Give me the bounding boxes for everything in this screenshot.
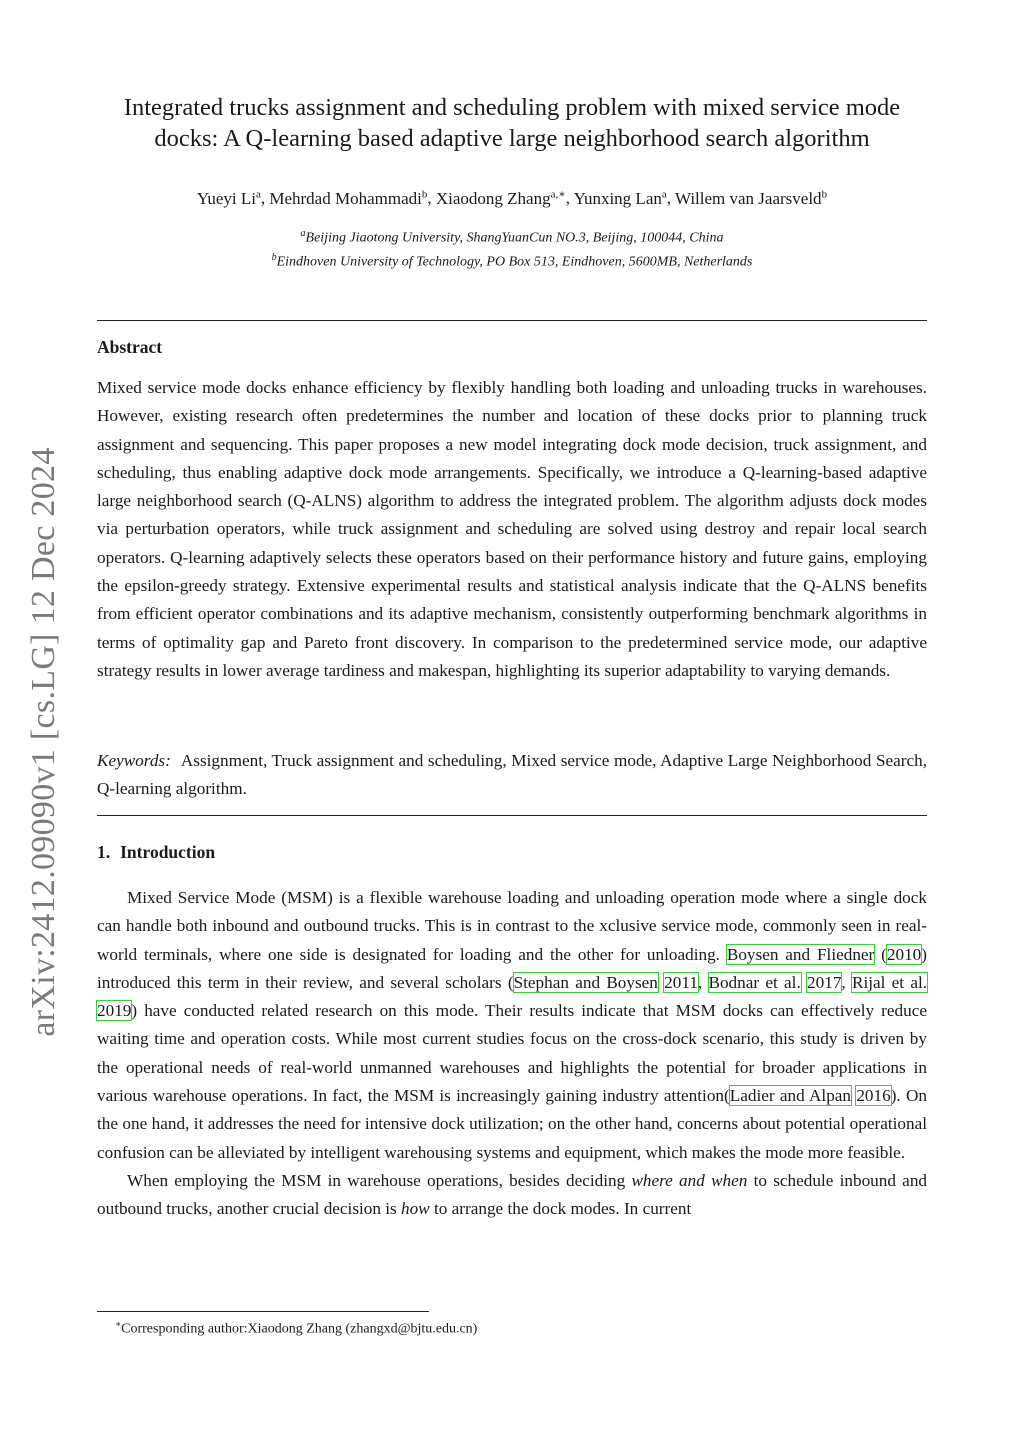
footnote-text: Corresponding author:Xiaodong Zhang (zhangxd@bjtu.edu.cn) <box>121 1321 478 1337</box>
affiliation: $^b$Eindhoven University of Technology, PO Box 513, Eindhoven, 5600MB, Netherlands <box>271 251 753 270</box>
arxiv-identifier[interactable]: arXiv:2412.09090v1 [cs.LG] 12 Dec 2024 <box>25 447 62 1037</box>
citation-link[interactable]: Ladier and Alpan <box>729 1086 852 1106</box>
footnote <box>115 1315 477 1339</box>
affiliations <box>80 224 944 271</box>
keywords-label: Keywords: <box>97 751 171 770</box>
citation-year-link[interactable]: 2017 <box>807 972 842 992</box>
abstract-top-rule <box>97 320 927 321</box>
abstract-heading: Abstract <box>97 337 163 357</box>
abstract-bottom-rule <box>97 815 927 816</box>
author: Xiaodong Zhang$^{a,∗}$ <box>435 188 566 208</box>
citation-year-link[interactable]: 2016 <box>856 1086 891 1106</box>
author-list: Yueyi Li$^a$, Mehrdad Mohammadi$^b$, Xiaodong Zhang$^{a,∗}$, Yunxing Lan$^a$, Willem van Jaarsveld$^b$ <box>196 188 828 208</box>
footnote-marker: ∗ <box>115 1319 122 1329</box>
paragraph: Mixed Service Mode (MSM) is a flexible warehouse loading and unloading operation mode where a single dock can handle both inbound and outbound trucks. This is in contrast to the xclusive service mode, commonly seen in real-world terminals, where one side is designated for loading and the other for unloading. Boysen and Fliedner (2010) introduced this term in their review, and several scholars (Stephan and Boysen 2011, Bodnar et al. 2017, Rijal et al. 2019) have conducted related research on this mode. Their results indicate that MSM docks can effectively reduce waiting time and operation costs. While most current studies focus on the cross-dock scenario, this study is driven by the operational needs of real-world unmanned warehouses and highlights the potential for broader applications in various warehouse operations. In fact, the MSM is increasingly gaining industry attention(Ladier and Alpan 2016). On the one hand, it addresses the need for intensive dock utilization; on the other hand, concerns about potential operational confusion can be alleviated by intelligent warehousing systems and equipment, which makes the mode more feasible. <box>97 888 928 1162</box>
citation-year-link[interactable]: 2019 <box>97 1001 132 1021</box>
author: Willem van Jaarsveld$^b$ <box>674 188 828 208</box>
citation-link[interactable]: Stephan and Boysen <box>513 972 658 992</box>
paper-title <box>80 92 944 154</box>
keywords <box>97 747 927 804</box>
footnote-rule <box>97 1311 429 1312</box>
section-heading-introduction <box>97 842 215 863</box>
citation-year-link[interactable]: 2010 <box>886 944 922 964</box>
citation-link[interactable]: Bodnar et al. <box>708 972 801 992</box>
author: Yueyi Li$^a$ <box>196 188 261 208</box>
citation-link[interactable]: Rijal et al. <box>851 972 928 992</box>
author: Yunxing Lan$^a$ <box>573 188 667 208</box>
section-number: 1. <box>97 842 111 862</box>
citation-link[interactable]: Boysen and Fliedner <box>726 944 875 964</box>
title-line-2: docks: A Q-learning based adaptive large neighborhood search algorithm <box>154 125 870 152</box>
section-title: Introduction <box>120 842 216 862</box>
keywords-text: Assignment, Truck assignment and scheduling, Mixed service mode, Adaptive Large Neighborhood Search, Q-learning algorithm. <box>97 751 927 799</box>
author: Mehrdad Mohammadi$^b$ <box>269 188 428 208</box>
introduction-body <box>97 884 927 1224</box>
title-line-1: Integrated trucks assignment and scheduling problem with mixed service mode <box>123 94 901 121</box>
citation-year-link[interactable]: 2011 <box>664 972 698 992</box>
affiliation: $^a$Beijing Jiaotong University, ShangYuanCun NO.3, Beijing, 100044, China <box>300 228 724 246</box>
paragraph: When employing the MSM in warehouse operations, besides deciding where and when to schedule inbound and outbound trucks, another crucial decision is how to arrange the dock modes. In current <box>97 1170 928 1219</box>
abstract-text: Mixed service mode docks enhance efficiency by flexibly handling both loading and unloading trucks in warehouses. However, existing research often predetermines the number and location of these docks prior to planning truck assignment and sequencing. This paper proposes a new model integrating dock mode decision, truck assignment, and scheduling, thus enabling adaptive dock mode arrangements. Specifically, we introduce a Q-learning-based adaptive large neighborhood search (Q-ALNS) algorithm to address the integrated problem. The algorithm adjusts dock modes via perturbation operators, while truck assignment and scheduling are solved using destroy and repair local search operators. Q-learning adaptively selects these operators based on their performance history and future gains, employing the epsilon-greedy strategy. Extensive experimental results and statistical analysis indicate that the Q-ALNS benefits from efficient operator combinations and its adaptive mechanism, consistently outperforming benchmark algorithms in terms of optimality gap and Pareto front discovery. In comparison to the predetermined service mode, our adaptive strategy results in lower average tardiness and makespan, highlighting its superior adaptability to varying demands. <box>97 378 927 680</box>
